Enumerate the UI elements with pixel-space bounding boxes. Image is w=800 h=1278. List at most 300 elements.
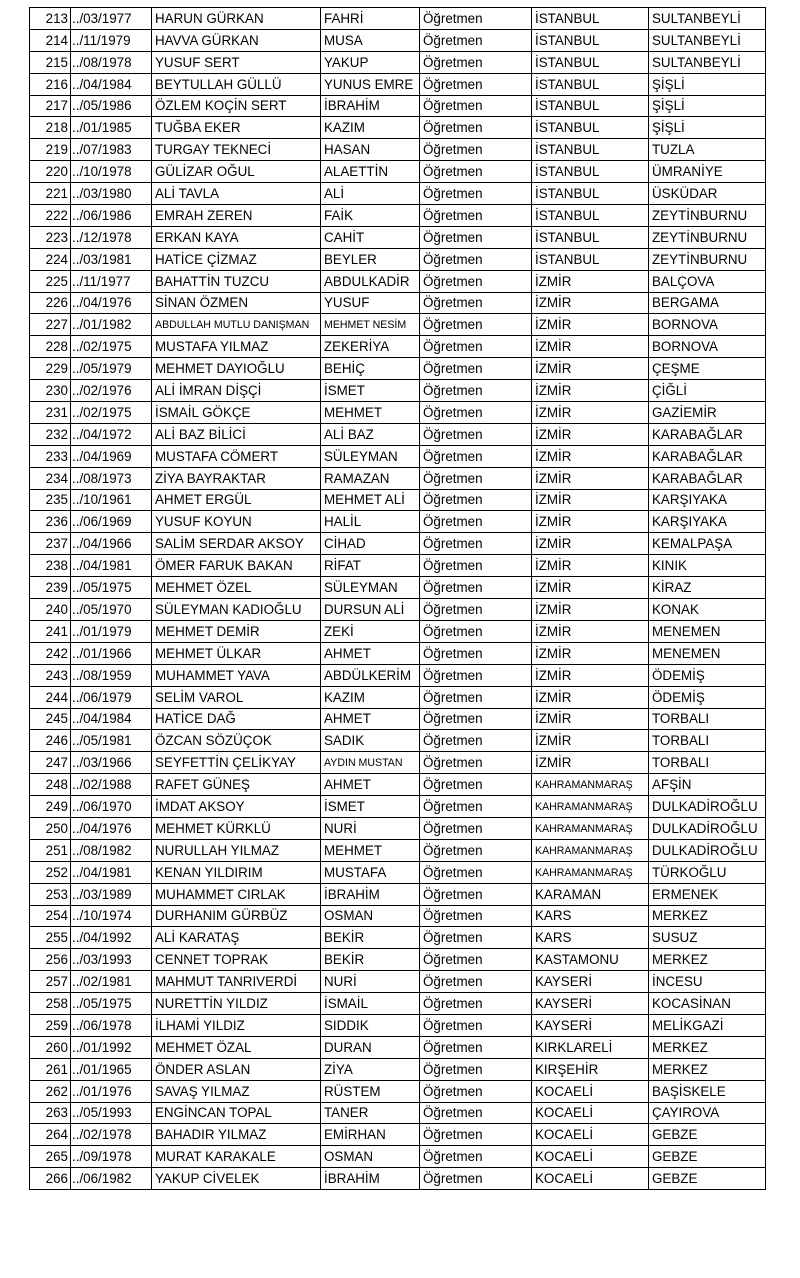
table-row: [30, 1014, 766, 1036]
father-name-cell: RÜSTEM: [321, 1080, 420, 1102]
row-number-cell: 242: [30, 642, 71, 664]
birth-date-cell: ../05/1993: [71, 1102, 152, 1124]
full-name-cell: İLHAMİ YILDIZ: [152, 1014, 321, 1036]
father-name-cell: MUSA: [321, 29, 420, 51]
district-cell: TUZLA: [649, 139, 766, 161]
row-number-cell: 245: [30, 708, 71, 730]
father-name-cell: HASAN: [321, 139, 420, 161]
row-number-cell: 239: [30, 577, 71, 599]
table-row: [30, 883, 766, 905]
father-name-cell: ABDÜLKERİM: [321, 664, 420, 686]
district-cell: MERKEZ: [649, 949, 766, 971]
birth-date-cell: ../05/1979: [71, 358, 152, 380]
row-number-cell: 214: [30, 29, 71, 51]
province-cell: İZMİR: [532, 730, 649, 752]
title-cell: Öğretmen: [420, 1146, 532, 1168]
title-cell: Öğretmen: [420, 117, 532, 139]
district-cell: KEMALPAŞA: [649, 533, 766, 555]
birth-date-cell: ../02/1988: [71, 774, 152, 796]
row-number-cell: 228: [30, 336, 71, 358]
row-number-cell: 238: [30, 555, 71, 577]
table-row: [30, 949, 766, 971]
father-name-cell: DURAN: [321, 1036, 420, 1058]
birth-date-cell: ../02/1978: [71, 1124, 152, 1146]
province-cell: KAYSERİ: [532, 993, 649, 1015]
birth-date-cell: ../09/1978: [71, 1146, 152, 1168]
title-cell: Öğretmen: [420, 8, 532, 30]
birth-date-cell: ../04/1976: [71, 292, 152, 314]
full-name-cell: MEHMET ÖZEL: [152, 577, 321, 599]
birth-date-cell: ../01/1985: [71, 117, 152, 139]
title-cell: Öğretmen: [420, 139, 532, 161]
title-cell: Öğretmen: [420, 161, 532, 183]
title-cell: Öğretmen: [420, 423, 532, 445]
province-cell: İZMİR: [532, 314, 649, 336]
table-row: [30, 270, 766, 292]
province-cell: İSTANBUL: [532, 73, 649, 95]
father-name-cell: MEHMET NESİM: [321, 314, 420, 336]
birth-date-cell: ../11/1979: [71, 29, 152, 51]
district-cell: DULKADİROĞLU: [649, 796, 766, 818]
title-cell: Öğretmen: [420, 883, 532, 905]
table-row: [30, 226, 766, 248]
father-name-cell: ALİ: [321, 183, 420, 205]
province-cell: KIRKLARELİ: [532, 1036, 649, 1058]
father-name-cell: BEKİR: [321, 949, 420, 971]
father-name-cell: ALİ BAZ: [321, 423, 420, 445]
birth-date-cell: ../12/1978: [71, 226, 152, 248]
father-name-cell: FAİK: [321, 205, 420, 227]
province-cell: İSTANBUL: [532, 205, 649, 227]
title-cell: Öğretmen: [420, 358, 532, 380]
father-name-cell: EMİRHAN: [321, 1124, 420, 1146]
table-row: [30, 292, 766, 314]
title-cell: Öğretmen: [420, 1014, 532, 1036]
title-cell: Öğretmen: [420, 248, 532, 270]
row-number-cell: 226: [30, 292, 71, 314]
full-name-cell: TURGAY TEKNECİ: [152, 139, 321, 161]
full-name-cell: YUSUF SERT: [152, 51, 321, 73]
province-cell: İZMİR: [532, 380, 649, 402]
province-cell: İSTANBUL: [532, 95, 649, 117]
row-number-cell: 225: [30, 270, 71, 292]
row-number-cell: 215: [30, 51, 71, 73]
district-cell: BAŞİSKELE: [649, 1080, 766, 1102]
title-cell: Öğretmen: [420, 971, 532, 993]
title-cell: Öğretmen: [420, 1080, 532, 1102]
province-cell: İZMİR: [532, 708, 649, 730]
full-name-cell: SALİM SERDAR AKSOY: [152, 533, 321, 555]
birth-date-cell: ../05/1970: [71, 599, 152, 621]
district-cell: KARABAĞLAR: [649, 423, 766, 445]
title-cell: Öğretmen: [420, 927, 532, 949]
full-name-cell: CENNET TOPRAK: [152, 949, 321, 971]
row-number-cell: 254: [30, 905, 71, 927]
district-cell: SULTANBEYLİ: [649, 51, 766, 73]
title-cell: Öğretmen: [420, 817, 532, 839]
birth-date-cell: ../03/1981: [71, 248, 152, 270]
title-cell: Öğretmen: [420, 51, 532, 73]
province-cell: İZMİR: [532, 533, 649, 555]
province-cell: İZMİR: [532, 292, 649, 314]
full-name-cell: MEHMET ÜLKAR: [152, 642, 321, 664]
full-name-cell: ZİYA BAYRAKTAR: [152, 467, 321, 489]
row-number-cell: 229: [30, 358, 71, 380]
father-name-cell: BEHİÇ: [321, 358, 420, 380]
district-cell: ÇAYIROVA: [649, 1102, 766, 1124]
district-cell: KARABAĞLAR: [649, 445, 766, 467]
province-cell: İSTANBUL: [532, 183, 649, 205]
father-name-cell: AYDIN MUSTAN: [321, 752, 420, 774]
father-name-cell: RİFAT: [321, 555, 420, 577]
table-row: [30, 1036, 766, 1058]
row-number-cell: 249: [30, 796, 71, 818]
title-cell: Öğretmen: [420, 292, 532, 314]
title-cell: Öğretmen: [420, 95, 532, 117]
district-cell: ŞİŞLİ: [649, 95, 766, 117]
birth-date-cell: ../06/1982: [71, 1168, 152, 1190]
title-cell: Öğretmen: [420, 774, 532, 796]
table-body: [30, 8, 766, 1190]
title-cell: Öğretmen: [420, 270, 532, 292]
full-name-cell: MUHAMMET YAVA: [152, 664, 321, 686]
district-cell: KARABAĞLAR: [649, 467, 766, 489]
province-cell: İSTANBUL: [532, 161, 649, 183]
province-cell: İZMİR: [532, 620, 649, 642]
table-row: [30, 620, 766, 642]
full-name-cell: AHMET ERGÜL: [152, 489, 321, 511]
table-row: [30, 402, 766, 424]
province-cell: KAHRAMANMARAŞ: [532, 861, 649, 883]
table-row: [30, 358, 766, 380]
birth-date-cell: ../04/1972: [71, 423, 152, 445]
title-cell: Öğretmen: [420, 511, 532, 533]
row-number-cell: 233: [30, 445, 71, 467]
father-name-cell: SÜLEYMAN: [321, 577, 420, 599]
district-cell: KİRAZ: [649, 577, 766, 599]
full-name-cell: SELİM VAROL: [152, 686, 321, 708]
table-row: [30, 1102, 766, 1124]
full-name-cell: SAVAŞ YILMAZ: [152, 1080, 321, 1102]
birth-date-cell: ../01/1966: [71, 642, 152, 664]
province-cell: KAYSERİ: [532, 971, 649, 993]
birth-date-cell: ../08/1973: [71, 467, 152, 489]
birth-date-cell: ../01/1979: [71, 620, 152, 642]
table-row: [30, 971, 766, 993]
table-row: [30, 1146, 766, 1168]
province-cell: İSTANBUL: [532, 117, 649, 139]
full-name-cell: NURETTİN YILDIZ: [152, 993, 321, 1015]
full-name-cell: HARUN GÜRKAN: [152, 8, 321, 30]
row-number-cell: 231: [30, 402, 71, 424]
full-name-cell: ALİ BAZ BİLİCİ: [152, 423, 321, 445]
full-name-cell: ÖNDER ASLAN: [152, 1058, 321, 1080]
province-cell: KARS: [532, 905, 649, 927]
row-number-cell: 232: [30, 423, 71, 445]
row-number-cell: 259: [30, 1014, 71, 1036]
row-number-cell: 227: [30, 314, 71, 336]
father-name-cell: AHMET: [321, 708, 420, 730]
title-cell: Öğretmen: [420, 467, 532, 489]
row-number-cell: 258: [30, 993, 71, 1015]
district-cell: DULKADİROĞLU: [649, 839, 766, 861]
province-cell: İZMİR: [532, 555, 649, 577]
full-name-cell: ENGİNCAN TOPAL: [152, 1102, 321, 1124]
province-cell: İZMİR: [532, 577, 649, 599]
birth-date-cell: ../04/1981: [71, 861, 152, 883]
title-cell: Öğretmen: [420, 555, 532, 577]
province-cell: KOCAELİ: [532, 1168, 649, 1190]
father-name-cell: ZİYA: [321, 1058, 420, 1080]
table-row: [30, 314, 766, 336]
table-row: [30, 117, 766, 139]
province-cell: İZMİR: [532, 423, 649, 445]
father-name-cell: BEKİR: [321, 927, 420, 949]
birth-date-cell: ../02/1976: [71, 380, 152, 402]
province-cell: KAHRAMANMARAŞ: [532, 796, 649, 818]
province-cell: İZMİR: [532, 467, 649, 489]
table-row: [30, 708, 766, 730]
province-cell: KAHRAMANMARAŞ: [532, 774, 649, 796]
table-row: [30, 577, 766, 599]
table-row: [30, 1124, 766, 1146]
province-cell: KOCAELİ: [532, 1146, 649, 1168]
title-cell: Öğretmen: [420, 642, 532, 664]
province-cell: İSTANBUL: [532, 139, 649, 161]
full-name-cell: YAKUP CİVELEK: [152, 1168, 321, 1190]
title-cell: Öğretmen: [420, 402, 532, 424]
table-row: [30, 95, 766, 117]
table-row: [30, 796, 766, 818]
row-number-cell: 253: [30, 883, 71, 905]
father-name-cell: CİHAD: [321, 533, 420, 555]
title-cell: Öğretmen: [420, 226, 532, 248]
birth-date-cell: ../03/1980: [71, 183, 152, 205]
district-cell: TORBALI: [649, 752, 766, 774]
full-name-cell: ÖZLEM KOÇİN SERT: [152, 95, 321, 117]
district-cell: TORBALI: [649, 708, 766, 730]
father-name-cell: İSMET: [321, 380, 420, 402]
birth-date-cell: ../10/1961: [71, 489, 152, 511]
district-cell: DULKADİROĞLU: [649, 817, 766, 839]
province-cell: KARAMAN: [532, 883, 649, 905]
father-name-cell: İBRAHİM: [321, 1168, 420, 1190]
district-cell: KARŞIYAKA: [649, 511, 766, 533]
province-cell: KAYSERİ: [532, 1014, 649, 1036]
district-cell: TORBALI: [649, 730, 766, 752]
district-cell: ÜMRANİYE: [649, 161, 766, 183]
table-row: [30, 1058, 766, 1080]
table-row: [30, 51, 766, 73]
district-cell: ŞİŞLİ: [649, 73, 766, 95]
row-number-cell: 223: [30, 226, 71, 248]
full-name-cell: MAHMUT TANRIVERDİ: [152, 971, 321, 993]
table-row: [30, 817, 766, 839]
full-name-cell: TUĞBA EKER: [152, 117, 321, 139]
row-number-cell: 262: [30, 1080, 71, 1102]
district-cell: SULTANBEYLİ: [649, 8, 766, 30]
table-row: [30, 1080, 766, 1102]
row-number-cell: 216: [30, 73, 71, 95]
district-cell: MENEMEN: [649, 642, 766, 664]
district-cell: KONAK: [649, 599, 766, 621]
province-cell: İZMİR: [532, 599, 649, 621]
father-name-cell: OSMAN: [321, 1146, 420, 1168]
row-number-cell: 244: [30, 686, 71, 708]
province-cell: İZMİR: [532, 402, 649, 424]
birth-date-cell: ../10/1974: [71, 905, 152, 927]
full-name-cell: RAFET GÜNEŞ: [152, 774, 321, 796]
district-cell: AFŞİN: [649, 774, 766, 796]
row-number-cell: 257: [30, 971, 71, 993]
father-name-cell: AHMET: [321, 774, 420, 796]
birth-date-cell: ../01/1992: [71, 1036, 152, 1058]
full-name-cell: NURULLAH YILMAZ: [152, 839, 321, 861]
father-name-cell: ZEKİ: [321, 620, 420, 642]
table-row: [30, 993, 766, 1015]
personnel-table: [29, 7, 766, 1190]
title-cell: Öğretmen: [420, 183, 532, 205]
title-cell: Öğretmen: [420, 599, 532, 621]
row-number-cell: 261: [30, 1058, 71, 1080]
father-name-cell: ZEKERİYA: [321, 336, 420, 358]
full-name-cell: MURAT KARAKALE: [152, 1146, 321, 1168]
province-cell: İSTANBUL: [532, 248, 649, 270]
birth-date-cell: ../10/1978: [71, 161, 152, 183]
row-number-cell: 218: [30, 117, 71, 139]
district-cell: ÖDEMİŞ: [649, 686, 766, 708]
table-row: [30, 927, 766, 949]
table-row: [30, 336, 766, 358]
full-name-cell: MEHMET KÜRKLÜ: [152, 817, 321, 839]
birth-date-cell: ../04/1984: [71, 73, 152, 95]
province-cell: İZMİR: [532, 511, 649, 533]
district-cell: TÜRKOĞLU: [649, 861, 766, 883]
title-cell: Öğretmen: [420, 752, 532, 774]
title-cell: Öğretmen: [420, 336, 532, 358]
row-number-cell: 220: [30, 161, 71, 183]
full-name-cell: MUSTAFA YILMAZ: [152, 336, 321, 358]
title-cell: Öğretmen: [420, 730, 532, 752]
province-cell: KOCAELİ: [532, 1102, 649, 1124]
full-name-cell: MUHAMMET CIRLAK: [152, 883, 321, 905]
table-row: [30, 664, 766, 686]
table-row: [30, 642, 766, 664]
table-row: [30, 555, 766, 577]
title-cell: Öğretmen: [420, 533, 532, 555]
full-name-cell: SEYFETTİN ÇELİKYAY: [152, 752, 321, 774]
father-name-cell: KAZIM: [321, 117, 420, 139]
birth-date-cell: ../03/1977: [71, 8, 152, 30]
row-number-cell: 251: [30, 839, 71, 861]
district-cell: ÇİĞLİ: [649, 380, 766, 402]
row-number-cell: 213: [30, 8, 71, 30]
province-cell: İZMİR: [532, 270, 649, 292]
district-cell: BORNOVA: [649, 336, 766, 358]
table-row: [30, 1168, 766, 1190]
table-row: [30, 686, 766, 708]
full-name-cell: ÖZCAN SÖZÜÇOK: [152, 730, 321, 752]
table-row: [30, 380, 766, 402]
full-name-cell: ALİ TAVLA: [152, 183, 321, 205]
birth-date-cell: ../02/1975: [71, 402, 152, 424]
title-cell: Öğretmen: [420, 1058, 532, 1080]
row-number-cell: 235: [30, 489, 71, 511]
row-number-cell: 250: [30, 817, 71, 839]
title-cell: Öğretmen: [420, 1124, 532, 1146]
title-cell: Öğretmen: [420, 708, 532, 730]
full-name-cell: ALİ KARATAŞ: [152, 927, 321, 949]
birth-date-cell: ../04/1984: [71, 708, 152, 730]
title-cell: Öğretmen: [420, 577, 532, 599]
title-cell: Öğretmen: [420, 489, 532, 511]
title-cell: Öğretmen: [420, 205, 532, 227]
district-cell: MELİKGAZİ: [649, 1014, 766, 1036]
district-cell: GEBZE: [649, 1168, 766, 1190]
province-cell: İSTANBUL: [532, 51, 649, 73]
table-row: [30, 467, 766, 489]
row-number-cell: 237: [30, 533, 71, 555]
table-row: [30, 752, 766, 774]
full-name-cell: ÖMER FARUK BAKAN: [152, 555, 321, 577]
table-row: [30, 489, 766, 511]
father-name-cell: MEHMET: [321, 402, 420, 424]
father-name-cell: SÜLEYMAN: [321, 445, 420, 467]
province-cell: İZMİR: [532, 664, 649, 686]
district-cell: ÖDEMİŞ: [649, 664, 766, 686]
row-number-cell: 234: [30, 467, 71, 489]
birth-date-cell: ../07/1983: [71, 139, 152, 161]
birth-date-cell: ../05/1975: [71, 993, 152, 1015]
father-name-cell: ALAETTİN: [321, 161, 420, 183]
row-number-cell: 241: [30, 620, 71, 642]
province-cell: İZMİR: [532, 358, 649, 380]
row-number-cell: 252: [30, 861, 71, 883]
district-cell: MERKEZ: [649, 1036, 766, 1058]
full-name-cell: MEHMET ÖZAL: [152, 1036, 321, 1058]
district-cell: MERKEZ: [649, 905, 766, 927]
title-cell: Öğretmen: [420, 949, 532, 971]
district-cell: GEBZE: [649, 1124, 766, 1146]
province-cell: KOCAELİ: [532, 1124, 649, 1146]
full-name-cell: ERKAN KAYA: [152, 226, 321, 248]
father-name-cell: YUSUF: [321, 292, 420, 314]
full-name-cell: BAHATTİN TUZCU: [152, 270, 321, 292]
full-name-cell: DURHANIM GÜRBÜZ: [152, 905, 321, 927]
province-cell: KARS: [532, 927, 649, 949]
father-name-cell: MEHMET: [321, 839, 420, 861]
father-name-cell: NURİ: [321, 817, 420, 839]
province-cell: İZMİR: [532, 686, 649, 708]
province-cell: İSTANBUL: [532, 29, 649, 51]
father-name-cell: SADIK: [321, 730, 420, 752]
district-cell: GEBZE: [649, 1146, 766, 1168]
row-number-cell: 221: [30, 183, 71, 205]
title-cell: Öğretmen: [420, 1168, 532, 1190]
title-cell: Öğretmen: [420, 380, 532, 402]
district-cell: BALÇOVA: [649, 270, 766, 292]
father-name-cell: RAMAZAN: [321, 467, 420, 489]
district-cell: KINIK: [649, 555, 766, 577]
father-name-cell: SIDDIK: [321, 1014, 420, 1036]
table-row: [30, 861, 766, 883]
title-cell: Öğretmen: [420, 1036, 532, 1058]
full-name-cell: MEHMET DEMİR: [152, 620, 321, 642]
district-cell: ZEYTİNBURNU: [649, 248, 766, 270]
district-cell: ZEYTİNBURNU: [649, 205, 766, 227]
table-row: [30, 73, 766, 95]
father-name-cell: YUNUS EMRE: [321, 73, 420, 95]
